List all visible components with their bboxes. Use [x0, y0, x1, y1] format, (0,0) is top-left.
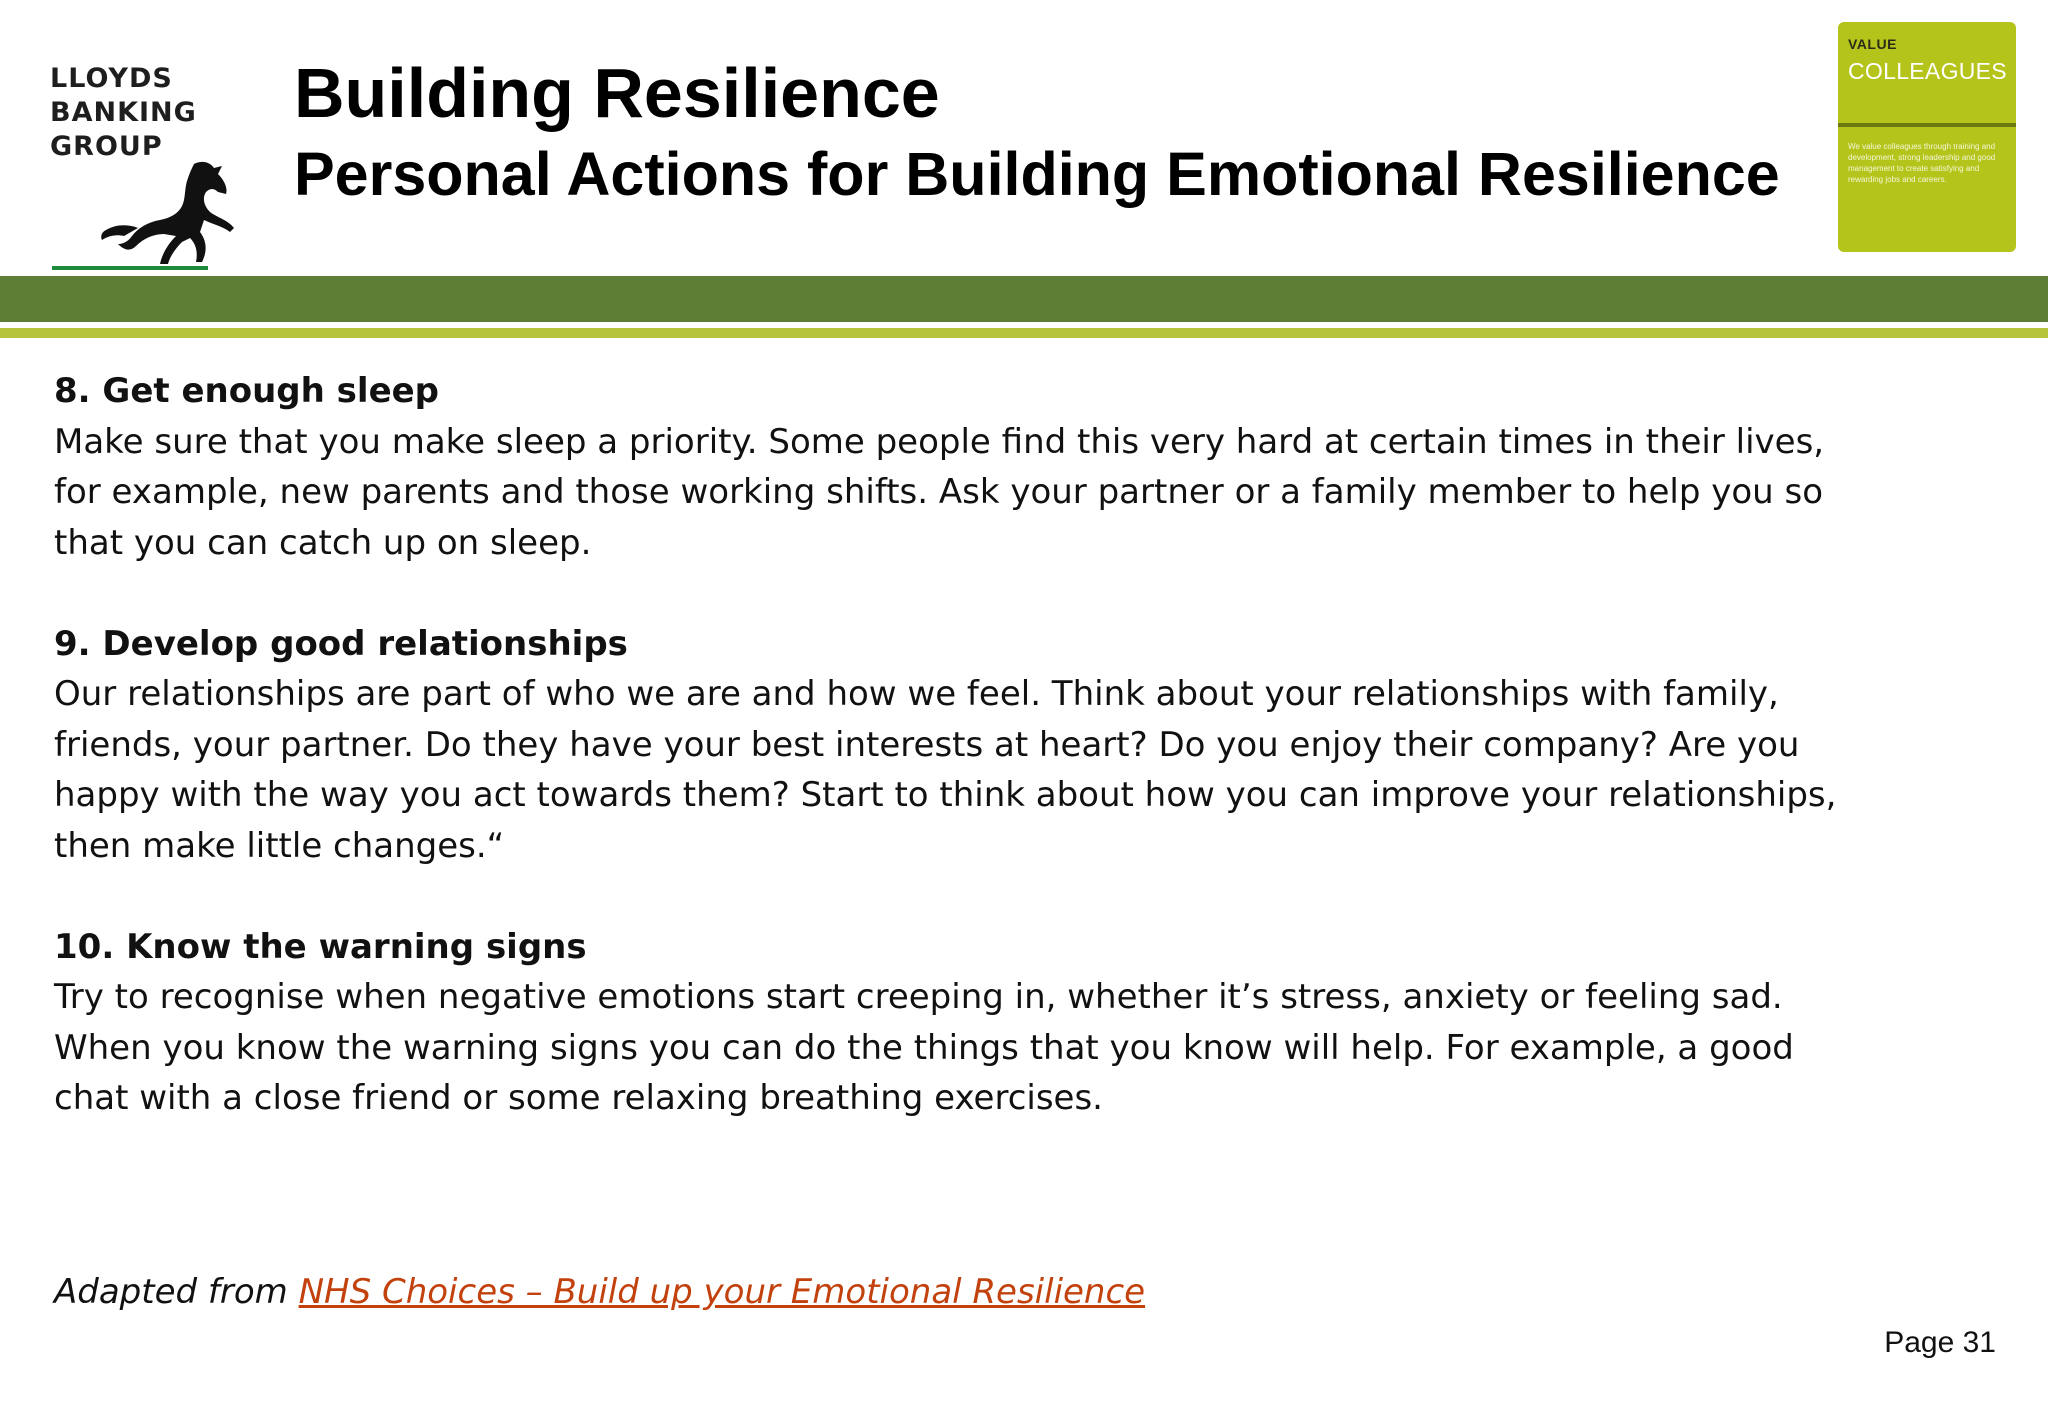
black-horse-icon	[98, 158, 238, 268]
section-heading: 10. Know the warning signs	[54, 926, 587, 967]
value-colleagues-card	[1838, 22, 2016, 252]
source-link[interactable]: NHS Choices – Build up your Emotional Resilience	[298, 1272, 1146, 1312]
section-heading: 9. Develop good relationships	[54, 623, 628, 664]
section-body: Try to recognise when negative emotions start creeping in, whether it’s stress, anxiety or feeling sad. When you know the warning signs you can do the things that you know will help. For example, a good chat with a close friend or some relaxing breathing exercises.	[54, 977, 1794, 1118]
lloyds-logo	[50, 62, 240, 272]
content-body	[54, 366, 1914, 1174]
value-card-name: COLLEAGUES	[1848, 58, 2007, 84]
logo-underline	[52, 266, 208, 270]
source-note	[54, 1272, 1145, 1312]
section-relationships	[54, 619, 1914, 872]
header-band-dark	[0, 276, 2048, 322]
source-prefix: Adapted from	[54, 1272, 299, 1312]
section-body: Make sure that you make sleep a priority. Some people find this very hard at certain times in their lives, for example, new parents and those working shifts. Ask your partner or a family member to help you so that you can catch up on sleep.	[54, 421, 1825, 563]
logo-line-2: BANKING	[50, 97, 197, 128]
page-number: Page 31	[1884, 1326, 1996, 1359]
section-warning-signs	[54, 922, 1914, 1124]
value-card-description: We value colleagues through training and development, strong leadership and good management to create satisfying and rewarding jobs and careers.	[1848, 142, 1996, 184]
section-sleep	[54, 366, 1914, 568]
section-body: Our relationships are part of who we are and how we feel. Think about your relationships with family, friends, your partner. Do they have your best interests at heart? Do you enjoy their company? Are you happy with the way you act towards them? Start to think about how you can improve your relationships, then make little changes.“	[54, 674, 1837, 866]
header-band-light	[0, 328, 2048, 338]
logo-line-3: GROUP	[50, 131, 163, 162]
page-subtitle: Personal Actions for Building Emotional Resilience	[294, 140, 1780, 208]
logo-line-1: LLOYDS	[50, 63, 173, 94]
section-heading: 8. Get enough sleep	[54, 371, 440, 411]
value-card-tag: VALUE	[1848, 36, 1897, 52]
page-title: Building Resilience	[294, 54, 940, 132]
value-card-divider	[1838, 123, 2016, 127]
